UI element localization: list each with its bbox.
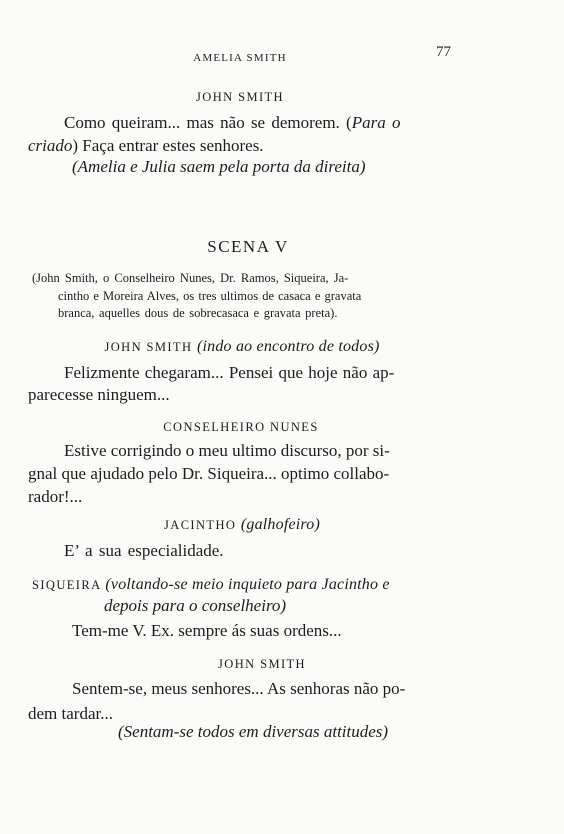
speech-text: Como queiram... mas não se demorem. ( (64, 113, 352, 132)
speech-text: ) Faça entrar estes senhores. (72, 136, 264, 155)
stage-direction: (voltando-se meio inquieto para Jacintho e (105, 576, 390, 593)
speaker-name: JOHN SMITH (104, 340, 193, 354)
stage-direction: (galhofeiro) (240, 516, 320, 533)
stage-direction: criado (28, 136, 73, 155)
speaker-john-smith-2 (0, 338, 484, 356)
speaker-jacintho (0, 516, 484, 534)
speech-line: dem tardar... (28, 704, 113, 723)
speaker-siqueira (32, 576, 390, 594)
speech-line: Tem-me V. Ex. sempre ás suas ordens... (72, 621, 342, 640)
speech-line: Felizmente chegaram... Pensei que hoje não ap- (64, 363, 395, 382)
cast-line: cintho e Moreira Alves, os tres ultimos de casaca e gravata (58, 289, 362, 303)
stage-direction: (indo ao encontro de todos) (196, 338, 380, 355)
page-number: 77 (436, 44, 451, 60)
speech-line: gnal que ajudado pelo Dr. Siqueira... optimo collabo- (28, 464, 390, 483)
scene-title: SCENA V (207, 237, 289, 256)
speech-line: E’ a sua especialidade. (64, 541, 224, 560)
speech-line (28, 136, 264, 156)
speaker-john-smith-1: JOHN SMITH (196, 90, 284, 104)
speech-line: Estive corrigindo o meu ultimo discurso, por si- (64, 441, 390, 460)
cast-line: (John Smith, o Conselheiro Nunes, Dr. Ramos, Siqueira, Ja- (32, 271, 349, 285)
running-head: AMELIA SMITH (193, 52, 287, 64)
speaker-name: JACINTHO (164, 518, 237, 532)
speech-line: Sentem-se, meus senhores... As senhoras não po- (72, 679, 406, 698)
speaker-name: SIQUEIRA (32, 578, 101, 592)
speech-line: rador!... (28, 487, 83, 506)
stage-direction: (Amelia e Julia saem pela porta da direita) (72, 157, 366, 176)
speech-line (64, 113, 400, 133)
stage-direction: depois para o conselheiro) (104, 596, 287, 615)
speaker-conselheiro-nunes: CONSELHEIRO NUNES (163, 420, 319, 434)
speech-line: parecesse ninguem... (28, 385, 170, 404)
cast-line: branca, aquelles dous de sobrecasaca e gravata preta). (58, 306, 338, 320)
stage-direction: (Sentam-se todos em diversas attitudes) (118, 722, 389, 741)
stage-direction: Para o (351, 113, 401, 132)
speaker-john-smith-3: JOHN SMITH (218, 657, 306, 671)
